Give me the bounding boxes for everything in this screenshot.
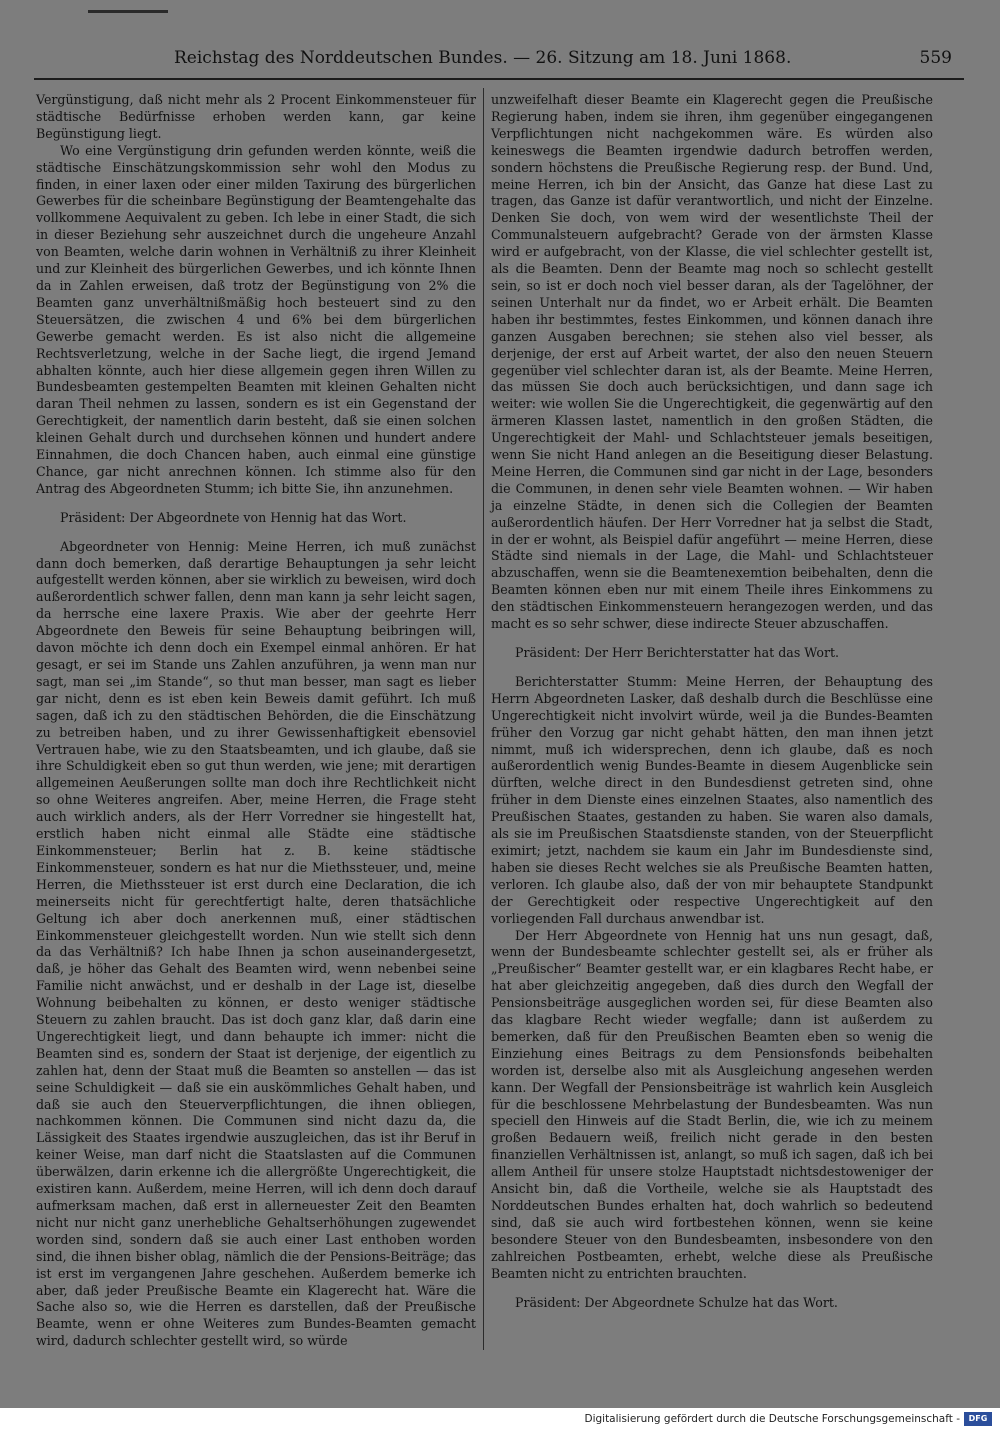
header-title: Reichstag des Norddeutschen Bundes. — 26. Sitzung am 18. Juni 1868.: [174, 48, 792, 68]
top-rule-mark: [88, 10, 168, 13]
column-divider: [483, 88, 484, 1350]
right-column: [491, 92, 933, 1311]
dfg-logo: DFG: [964, 1412, 992, 1426]
speaker-paragraph: Präsident: Der Abgeordnete Schulze hat das Wort.: [515, 1294, 838, 1310]
speaker-paragraph: Abgeordneter von Hennig: Meine Herren, ich muß zunächst dann doch bemerken, daß derartige Behauptungen ja sehr leicht aufgestellt werden können, aber sie wirklich zu beweisen, wird doch außerordentlich schwer fallen, denn man kann ja sehr leicht sagen, da herrsche eine laxere Praxis. Wie aber der geehrte Herr Abgeordnete den Beweis für seine Behauptung beibringen will, davon möchte ich denn doch ein Exempel einmal anhören. Er hat gesagt, er sei im Stande uns Zahlen anzuführen, ja wenn man nur sagt, man sei „im Stande“, so thut man besser, man sagt es lieber gar nicht, denn es ist eben kein Beweis damit geführt. Ich muß sagen, daß ich zu den städtischen Behörden, die die Einschätzung zu betreiben haben, und zu ihrer Gewissenhaftigkeit ebensoviel Vertrauen habe, wie zu den Staatsbeamten, und ich glaube, daß sie ihre Schuldigkeit eben so gut thun werden, wie jene; mit derartigen allgemeinen Aeußerungen sollte man doch ihre Rechtlichkeit nicht so ohne Weiteres angreifen. Aber, meine Herren, die Frage steht auch wirklich anders, als der Herr Vorredner sie hingestellt hat, erstlich haben nicht einmal alle Städte eine städtische Einkommensteuer; Berlin hat z. B. keine städtische Einkommensteuer, sondern es hat nur die Miethssteuer, und, meine Herren, die Miethssteuer ist erst durch eine Declaration, die ich meinerseits nicht für gerechtfertigt halte, deren thatsächliche Geltung ich aber doch anerkennen muß, einer städtischen Einkommensteuer gleichgestellt worden. Nun wie stellt sich denn da das Verhältniß? Ich habe Ihnen ja schon auseinandergesetzt, daß, je höher das Gehalt des Beamten wird, wenn nebenbei seine Familie nicht anwächst, und er deshalb in der Lage ist, dieselbe Wohnung beibehalten zu können, er desto weniger städtische Steuern zu zahlen braucht. Das ist doch ganz klar, daß darin eine Ungerechtigkeit liegt, und dann behaupte ich immer: nicht die Beamten sind es, sondern der Staat ist derjenige, der eigentlich zu zahlen hat, denn der Staat muß die Beamten so anstellen — das ist seine Schuldigkeit — daß sie ein auskömmliches Gehalt haben, und daß sie auch den Steuerverpflichtungen, die ihnen obliegen, nachkommen können. Die Communen sind nicht dazu da, die Lässigkeit des Staates irgendwie auszugleichen, das ist ihr Beruf in keiner Weise, man darf nicht die Staatslasten auf die Communen überwälzen, darin erkenne ich die allergrößte Ungerechtigkeit, die existiren kann. Außerdem, meine Herren, will ich denn doch darauf aufmerksam machen, daß erst in allerneuester Zeit den Beamten nicht nur nicht ganz unerhebliche Gehaltserhöhungen zugewendet worden sind, sondern daß sie auch einer Last enthoben worden sind, die ihnen bisher oblag, nämlich die der Pensions-Beiträge; das ist erst im vergangenen Jahre geschehen. Außerdem bemerke ich aber, daß jeder Preußische Beamte ein Klagerecht hat. Wäre die Sache also so, wie die Herren es darstellen, daß der Preußische Beamte, wenn er ohne Weiteres zum Bundes-Beamten gemacht wird, dadurch schlechter gestellt wird, so würde: [36, 538, 476, 1349]
footer-bar: [0, 1408, 1000, 1432]
digitization-credit: Digitalisierung gefördert durch die Deutsche Forschungsgemeinschaft -: [584, 1413, 960, 1425]
speaker-paragraph: Berichterstatter Stumm: Meine Herren, der Behauptung des Herrn Abgeordneten Lasker, daß deshalb durch die Beschlüsse eine Ungerechtigkeit nicht involvirt würde, weil ja die Bundes-Beamten früher den Vorzug gar nicht gehabt hätten, den man ihnen jetzt nimmt, muß ich widersprechen, denn ich glaube, daß es noch außerordentlich wenig Bundes-Beamte in diesem Augenblicke sein dürften, welche direct in den Bundesdienst getreten sind, ohne früher in dem Dienste eines einzelnen Staates, also namentlich des Preußischen Staates, gestanden zu haben. Sie waren also damals, als sie im Preußischen Staatsdienste standen, von der Steuerpflicht eximirt; jetzt, nachdem sie kaum ein Jahr im Bundesdienste sind, haben sie dieses Recht welches sie als Preußische Beamten hatten, verloren. Ich glaube also, daß der von mir behauptete Standpunkt der Gerechtigkeit oder respective Ungerechtigkeit auf den vorliegenden Fall durchaus anwendbar ist.: [491, 673, 933, 926]
paragraph: Vergünstigung, daß nicht mehr als 2 Procent Einkommensteuer für städtische Bedürfnisse erhoben werden kann, gar keine Begünstigung liegt.: [36, 92, 476, 141]
page-header: [34, 44, 964, 70]
header-rule: [34, 78, 964, 80]
speaker-paragraph: Präsident: Der Herr Berichterstatter hat das Wort.: [515, 645, 840, 660]
paragraph: Der Herr Abgeordnete von Hennig hat uns nun gesagt, daß, wenn der Bundesbeamte schlechter gestellt sei, als er früher als „Preußischer“ Beamter gestellt war, er ein klagbares Recht habe, er hat aber gleichzeitig angegeben, daß dies durch den Wegfall der Pensionsbeiträge ausgeglichen worden sei, für diese Beamten also das klagbare Recht wieder wegfalle; dann ist außerdem zu bemerken, daß für den Preußischen Beamten eben so wenig die Einziehung eines Beitrags zu dem Pensionsfonds beibehalten worden ist, derselbe also mit als Ausgleichung angesehen werden kann. Der Wegfall der Pensionsbeiträge ist wahrlich kein Ausgleich für die beschlossene Mehrbelastung der Bundesbeamten. Was nun speciell den Hinweis auf die Stadt Berlin, die, wie ich zu meinem großen Bedauern weiß, freilich nicht gerade in den besten finanziellen Verhältnissen ist, anlangt, so muß ich sagen, daß ich bei allem Antheil für unsere stolze Hauptstadt nichtsdestoweniger der Ansicht bin, daß die Vortheile, welche sie als Hauptstadt des Norddeutschen Bundes erhalten hat, doch wahrlich so bedeutend sind, daß sie auch wird fortbestehen können, wenn sie keine besondere Steuer von den Bundesbeamten, insbesondere von den zahlreichen Postbeamten, erhebt, welche diese als Preußische Beamten nicht zu entrichten brauchten.: [491, 927, 933, 1281]
left-column: [36, 92, 476, 1350]
page-number: 559: [919, 48, 952, 68]
paragraph: unzweifelhaft dieser Beamte ein Klagerecht gegen die Preußische Regierung haben, indem sie ihren, ihm gegenüber eingegangenen Verpflichtungen nicht nachgekommen wäre. Es würden also keineswegs die Beamten irgendwie dadurch betroffen werden, sondern höchstens die Preußische Regierung resp. der Bund. Und, meine Herren, ich bin der Ansicht, das Ganze hat diese Last zu tragen, das Ganze ist dafür verantwortlich, und nicht der Einzelne. Denken Sie doch, von wem wird der wesentlichste Theil der Communalsteuern aufgebracht? Gerade von der ärmsten Klasse wird er aufgebracht, von der Klasse, die viel schlechter gestellt ist, als die Beamten. Denn der Beamte mag noch so schlecht gestellt sein, so ist er doch noch viel besser daran, als der Tagelöhner, der seinen Unterhalt nur da findet, wo er Arbeit erhält. Die Beamten haben ihr bestimmtes, festes Einkommen, und können danach ihre ganzen Ausgaben berechnen; sie stehen also viel besser, als derjenige, der erst auf Arbeit wartet, der also den neuen Steuern gegenüber viel schlechter daran ist, als der Beamte. Meine Herren, das müssen Sie doch auch berücksichtigen, und dann sage ich weiter: wie wollen Sie die Ungerechtigkeit, die gegenwärtig auf den ärmeren Klassen lastet, namentlich in den großen Städten, die Ungerechtigkeit der Mahl- und Schlachtsteuer jemals beseitigen, wenn Sie nicht Hand anlegen an die Beseitigung dieser Belastung. Meine Herren, die Communen sind gar nicht in der Lage, besonders die Communen, in denen sehr viele Beamten wohnen. — Wir haben ja einzelne Städte, in denen sich die Collegien der Beamten außerordentlich häufen. Der Herr Vorredner hat ja selbst die Stadt, in der er wohnt, als Beispiel dafür angeführt — meine Herren, diese Städte sind niemals in der Lage, die Mahl- und Schlachtsteuer abzuschaffen, wenn sie die Beamtenexemtion beibehalten, denn die Beamten können eben nur mit einem Theile ihres Einkommens zu den städtischen Einkommensteuern herangezogen werden, und das macht es so sehr schwer, diese indirecte Steuer abzuschaffen.: [491, 92, 933, 632]
paragraph: Wo eine Vergünstigung drin gefunden werden könnte, weiß die städtische Einschätzungskommission sehr wohl den Modus zu finden, in einer laxen oder einer milden Taxirung des bürgerlichen Gewerbes für die scheinbare Begünstigung der Beamtengehalte das vollkommene Aequivalent zu geben. Ich lebe in einer Stadt, die sich in dieser Beziehung sehr auszeichnet durch die ungeheure Anzahl von Beamten, welche darin wohnen in Verhältniß zu ihrer Kleinheit und zur Kleinheit des bürgerlichen Gewerbes, und ich könnte Ihnen da in Zahlen erweisen, daß trotz der Begünstigung von 2% die Beamten ganz unverhältnißmäßig hoch besteuert sind zu den Steuersätzen, die zwischen 4 und 6% bei dem bürgerlichen Gewerbe gemacht werden. Es ist also nicht die allgemeine Rechtsverletzung, welche in der Sache liegt, die irgend Jemand abhalten könnte, auch hier diese allgemein gegen ihren Willen zu Bundesbeamten gestempelten Beamten mit kleinen Gehalten nicht daran Theil nehmen zu lassen, sondern es ist ein Gegenstand der Gerechtigkeit, der namentlich darin besteht, daß sie einen solchen kleinen Gehalt durch und durchsehen können und hundert andere Einnahmen, die doch Chancen haben, auch einmal eine günstige Chance, gar nicht anrechnen können. Ich stimme also für den Antrag des Abgeordneten Stumm; ich bitte Sie, ihn anzunehmen.: [36, 142, 476, 496]
speaker-paragraph: Präsident: Der Abgeordnete von Hennig hat das Wort.: [60, 509, 407, 525]
